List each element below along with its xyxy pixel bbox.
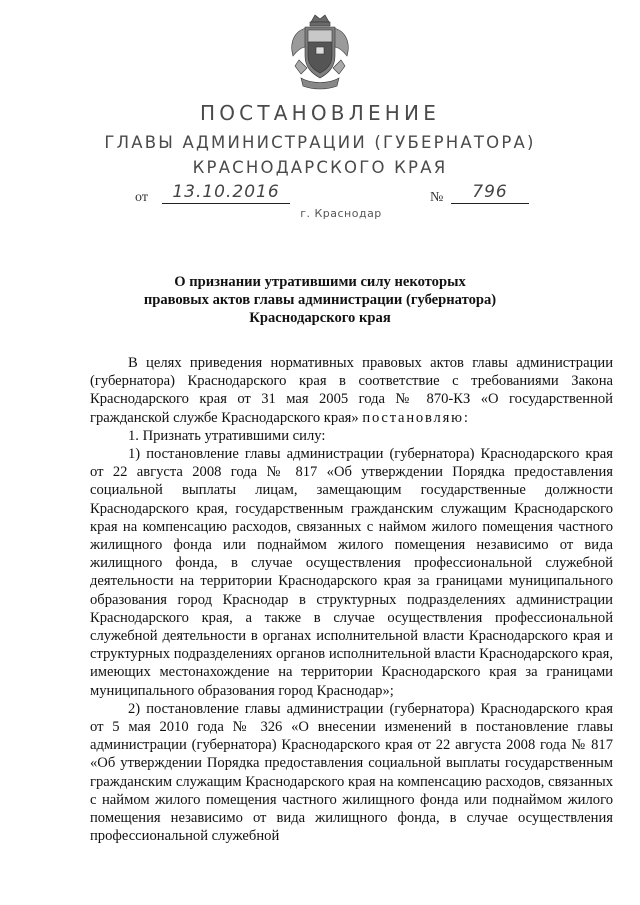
krasnodar-coat-of-arms-emblem (287, 12, 353, 92)
city-label: г. Краснодар (300, 207, 382, 220)
item-1-2-paragraph: 2) постановление главы администрации (губернатора) Краснодарского края от 5 мая 2010 года № 326 «О внесении изменений в постановление главы администрации (губернатора) Краснодарского края от 22 августа 2008 года № 817 «Об утверждении Порядка предоставления социальной выплаты государственным гражданским служащим Краснодарского края на компенсацию расходов, связанных с наймом жилого помещения частного жилищного фонда или поднаймом жилого помещения независимо от вида жилищного фонда, в случае осуществления профессиональной служебной (90, 700, 613, 845)
region-heading: КРАСНОДАРСКОГО КРАЯ (192, 158, 448, 177)
date-value: 13.10.2016 (162, 181, 290, 204)
item-1-1-paragraph: 1) постановление главы администрации (губернатора) Краснодарского края от 22 августа 2008 года № 817 «Об утверждении Порядка предоставления социальной выплаты лицам, замещающим государственные должности Краснодарского края, государственным гражданским служащим Краснодарского края на компенсацию расходов, связанных с наймом жилого помещения частного жилищного фонда или поднаймом жилого помещения независимо от вида жилищного фонда, в случае осуществления профессиональной служебной деятельности на территории Краснодарского края за границами муниципального образования город Краснодар в структурных подразделениях администрации Краснодарского края, а также в случае осуществления профессиональной служебной деятельности в органах исполнительной власти Краснодарского края и структурных подразделениях органов исполнительной власти Краснодарского края, имеющих местонахождение на территории Краснодарского края за границами муниципального образования город Краснодар»; (90, 446, 613, 699)
preamble-text: В целях приведения нормативных правовых актов главы администрации (губернатора) Краснодарского края в соответствие с требованиями Закона Краснодарского края от 31 мая 2005 года № 870-КЗ «О государственной гражданской службе Краснодарского края» (90, 355, 613, 426)
title-line: правовых актов главы администрации (губернатора) (143, 292, 497, 308)
title-line: О признании утратившими силу некоторых (174, 274, 466, 290)
issuer-heading: ГЛАВЫ АДМИНИСТРАЦИИ (ГУБЕРНАТОРА) (104, 133, 536, 152)
preamble-paragraph (90, 354, 613, 427)
number-value: 796 (451, 181, 529, 204)
document-type-heading: ПОСТАНОВЛЕНИЕ (199, 101, 441, 125)
date-label: от (135, 190, 148, 205)
document-title (100, 273, 540, 327)
decree-word: постановляю: (362, 409, 470, 426)
document-body (90, 354, 613, 845)
item-1-paragraph: 1. Признать утратившими силу: (128, 427, 326, 444)
number-label: № (430, 190, 444, 205)
title-line: Краснодарского края (249, 310, 391, 326)
